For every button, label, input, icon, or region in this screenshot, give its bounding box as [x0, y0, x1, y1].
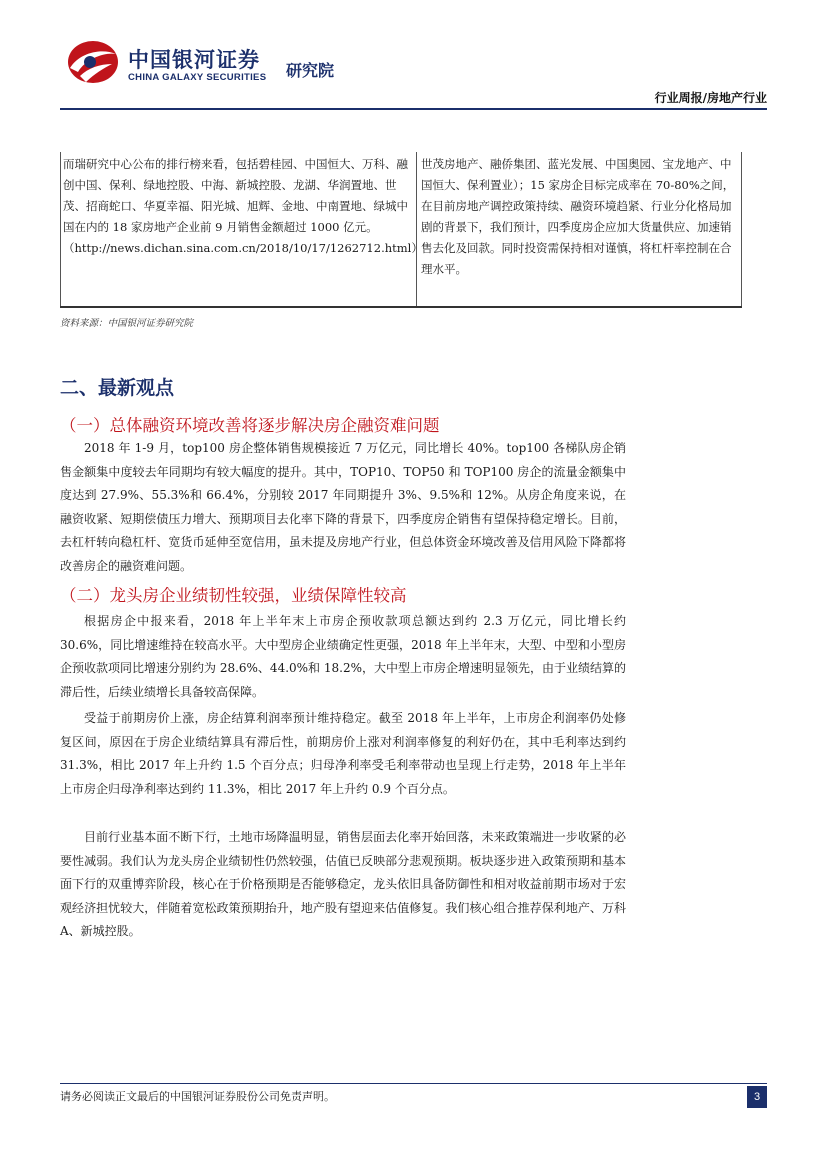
- section-title: 二、最新观点: [60, 377, 175, 399]
- paragraph: 2018 年 1-9 月，top100 房企整体销售规模接近 7 万亿元，同比增长 40%。top100 各梯队房企销售金额集中度较去年同期均有较大幅度的提升。其中，TOP10、TOP50 和 TOP100 房企的流量金额集中度达到 27.9%、55.3%和 66.4%，分别较 2017 年同期提升 3%、9.5%和 12%。从房企角度来说，在融资收紧、短期偿债压力增大、预期项目去化率下降的背景下，四季度房企销售有望保持稳定增长。目前，去杠杆转向稳杠杆、宽货币延伸至宽信用，虽未提及房地产行业，但总体资金环境改善及信用风险下降都将改善房企的融资难问题。: [60, 441, 626, 573]
- paragraph: 受益于前期房价上涨，房企结算利润率预计维持稳定。截至 2018 年上半年，上市房企利润率仍处修复区间，原因在于房企业绩结算具有滞后性，前期房价上涨对利润率修复的利好仍在，其中毛利率达到约 31.3%，相比 2017 年上升约 1.5 个百分点；归母净利率受毛利率带动也呈现上行走势，2018 年上半年上市房企归母净利率达到约 11.3%，相比 2017 年上升约 0.9 个百分点。: [60, 711, 626, 796]
- disclaimer: 请务必阅读正文最后的中国银河证券股份公司免责声明。: [60, 1090, 335, 1103]
- page-number: 3: [747, 1086, 767, 1108]
- paragraph: 根据房企中报来看，2018 年上半年末上市房企预收款项总额达到约 2.3 万亿元，同比增长约 30.6%，同比增速维持在较高水平。大中型房企业绩确定性更强，2018 年上半年末，大型、中型和小型房企预收款项同比增速分别约为 28.6%、44.0%和 18.2%，大中型上市房企增速明显领先，由于业绩结算的滞后性，后续业绩增长具备较高保障。: [60, 614, 626, 699]
- company-name-en: CHINA GALAXY SECURITIES: [128, 72, 267, 83]
- paragraph: 目前行业基本面不断下行，土地市场降温明显，销售层面去化率开始回落，未来政策端进一步收紧的必要性减弱。我们认为龙头房企业绩韧性仍然较强，估值已反映部分悲观预期。板块逐步进入政策预期和基本面下行的双重博弈阶段，核心在于价格预期是否能够稳定，龙头依旧具备防御性和相对收益前期市场对于宏观经济担忧较大，伴随着宽松政策预期抬升，地产股有望迎来估值修复。我们核心组合推荐保利地产、万科 A、新城控股。: [60, 830, 626, 938]
- table-cell-right: 世茂房地产、融侨集团、蓝光发展、中国奥园、宝龙地产、中国恒大、保利置业）；15 家房企目标完成率在 70-80%之间，在目前房地产调控政策持续、融资环境趋紧、行业分化格局加剧的背景下，我们预计，四季度房企应加大货量供应、加速销售去化及回款。同时投资需保持相对谨慎，将杠杆率控制在合理水平。: [421, 157, 735, 276]
- galaxy-logo-icon: [66, 38, 120, 86]
- table-cell-left: [61, 152, 423, 306]
- report-type: 行业周报/房地产行业: [654, 91, 767, 105]
- data-source-note: 资料来源：中国银河证券研究院: [60, 318, 194, 329]
- header-divider: [60, 108, 767, 110]
- subsection-title-1: （一）总体融资环境改善将逐步解决房企融资难问题: [60, 416, 440, 435]
- institute-label: 研究院: [286, 61, 335, 80]
- source-url: （http://news.dichan.sina.com.cn/2018/10/17/1262712.html）: [63, 241, 423, 255]
- footer-divider: [60, 1083, 767, 1084]
- summary-table: [60, 152, 742, 308]
- subsection-title-2: （二）龙头房企业绩韧性较强，业绩保障性较高: [60, 586, 407, 605]
- table-cell-left-text: 而瑞研究中心公布的排行榜来看，包括碧桂园、中国恒大、万科、融创中国、保利、绿地控股、中海、新城控股、龙湖、华润置地、世茂、招商蛇口、华夏幸福、阳光城、旭辉、金地、中南置地、绿城中国在内的 18 家房地产企业前 9 月销售金额超过 1000 亿元。: [63, 157, 408, 234]
- table-bottom-border: [60, 306, 742, 308]
- table-row: [60, 152, 742, 306]
- page-header: [0, 0, 827, 110]
- company-name-cn: 中国银河证券: [128, 48, 260, 72]
